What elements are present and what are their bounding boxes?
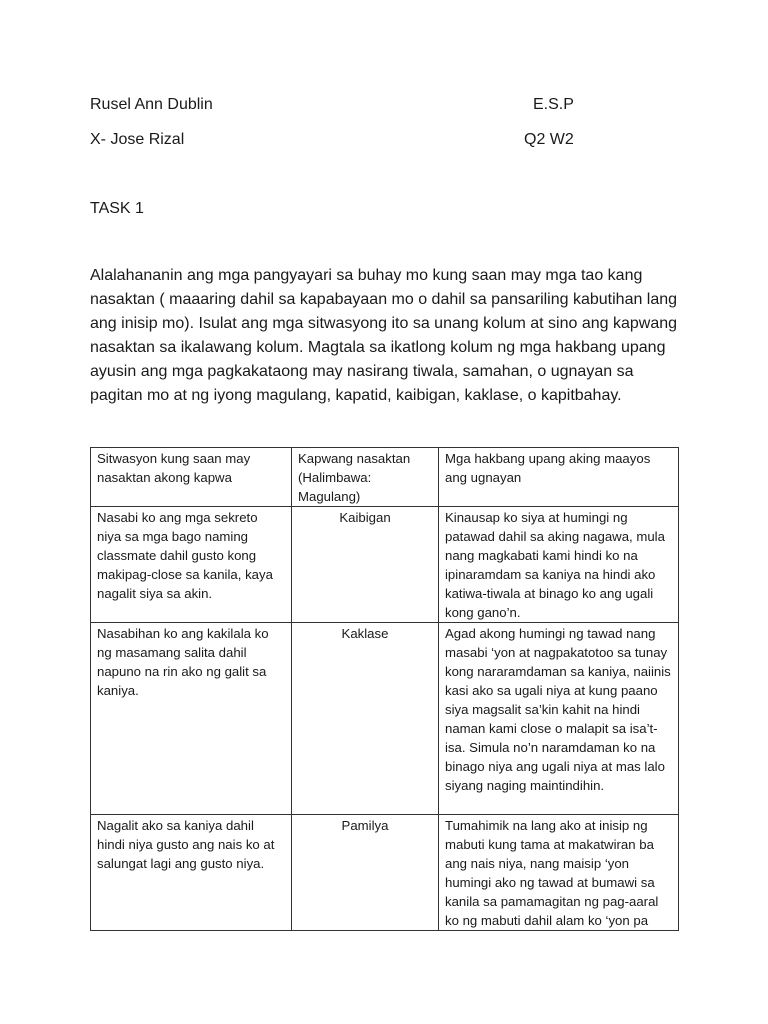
steps-cell: Agad akong humingi ng tawad nang masabi ‘yon at nagpakatotoo sa tunay kong nararamdaman sa kaniya, naiinis kasi ako sa ugali niya at kung paano siya magsalit sa’kin kahit na hindi naman kami close o malapit sa isa’t-isa. Simula no’n naramdaman ko na binago niya ang ugali niya at mas lalo siyang naging maintindihin. (439, 623, 679, 815)
table-row (91, 815, 679, 931)
steps-cell: Kinausap ko siya at humingi ng patawad dahil sa aking nagawa, mula nang magkabati kami hindi ko na ipinaramdam sa kaniya na hindi ako katiwa-tiwala at binago ko ang ugali kong gano’n. (439, 507, 679, 623)
section-label: X- Jose Rizal (90, 131, 185, 148)
task-table (90, 447, 679, 931)
task-title: TASK 1 (90, 200, 144, 217)
subject-label: E.S.P (533, 96, 574, 113)
table-row (91, 507, 679, 623)
person-cell: Kaibigan (292, 507, 439, 623)
situation-cell: Nagalit ako sa kaniya dahil hindi niya gusto ang nais ko at salungat lagi ang gusto niya. (91, 815, 292, 931)
person-cell: Pamilya (292, 815, 439, 931)
table-header-row (91, 448, 679, 507)
student-name: Rusel Ann Dublin (90, 96, 213, 113)
situation-cell: Nasabihan ko ang kakilala ko ng masamang salita dahil napuno na rin ako ng galit sa kaniya. (91, 623, 292, 815)
header-cell-person: Kapwang nasaktan (Halimbawa: Magulang) (292, 448, 439, 507)
steps-cell: Tumahimik na lang ako at inisip ng mabuti kung tama at makatwiran ba ang nais niya, nang maisip ‘yon humingi ako ng tawad at bumawi sa kanila sa pamamagitan ng pag-aaral ko ng mabuti dahil alam ko ‘yon pa (439, 815, 679, 931)
situation-cell: Nasabi ko ang mga sekreto niya sa mga bago naming classmate dahil gusto kong makipag-close sa kanila, kaya nagalit siya sa akin. (91, 507, 292, 623)
header-cell-steps: Mga hakbang upang aking maayos ang ugnayan (439, 448, 679, 507)
quarter-week-label: Q2 W2 (524, 131, 574, 148)
table-row (91, 623, 679, 815)
instructions-paragraph: Alalahananin ang mga pangyayari sa buhay mo kung saan may mga tao kang nasaktan ( maaaring dahil sa kapabayaan mo o dahil sa pansariling kabutihan lang ang inisip mo). Isulat ang mga sitwasyong ito sa unang kolum at sino ang kapwang nasaktan sa ikalawang kolum. Magtala sa ikatlong kolum ng mga hakbang upang ayusin ang mga pagkakataong may nasirang tiwala, samahan, o ugnayan sa pagitan mo at ng iyong magulang, kapatid, kaibigan, kaklase, o kapitbahay. (90, 267, 678, 404)
person-cell: Kaklase (292, 623, 439, 815)
header-cell-situation: Sitwasyon kung saan may nasaktan akong kapwa (91, 448, 292, 507)
